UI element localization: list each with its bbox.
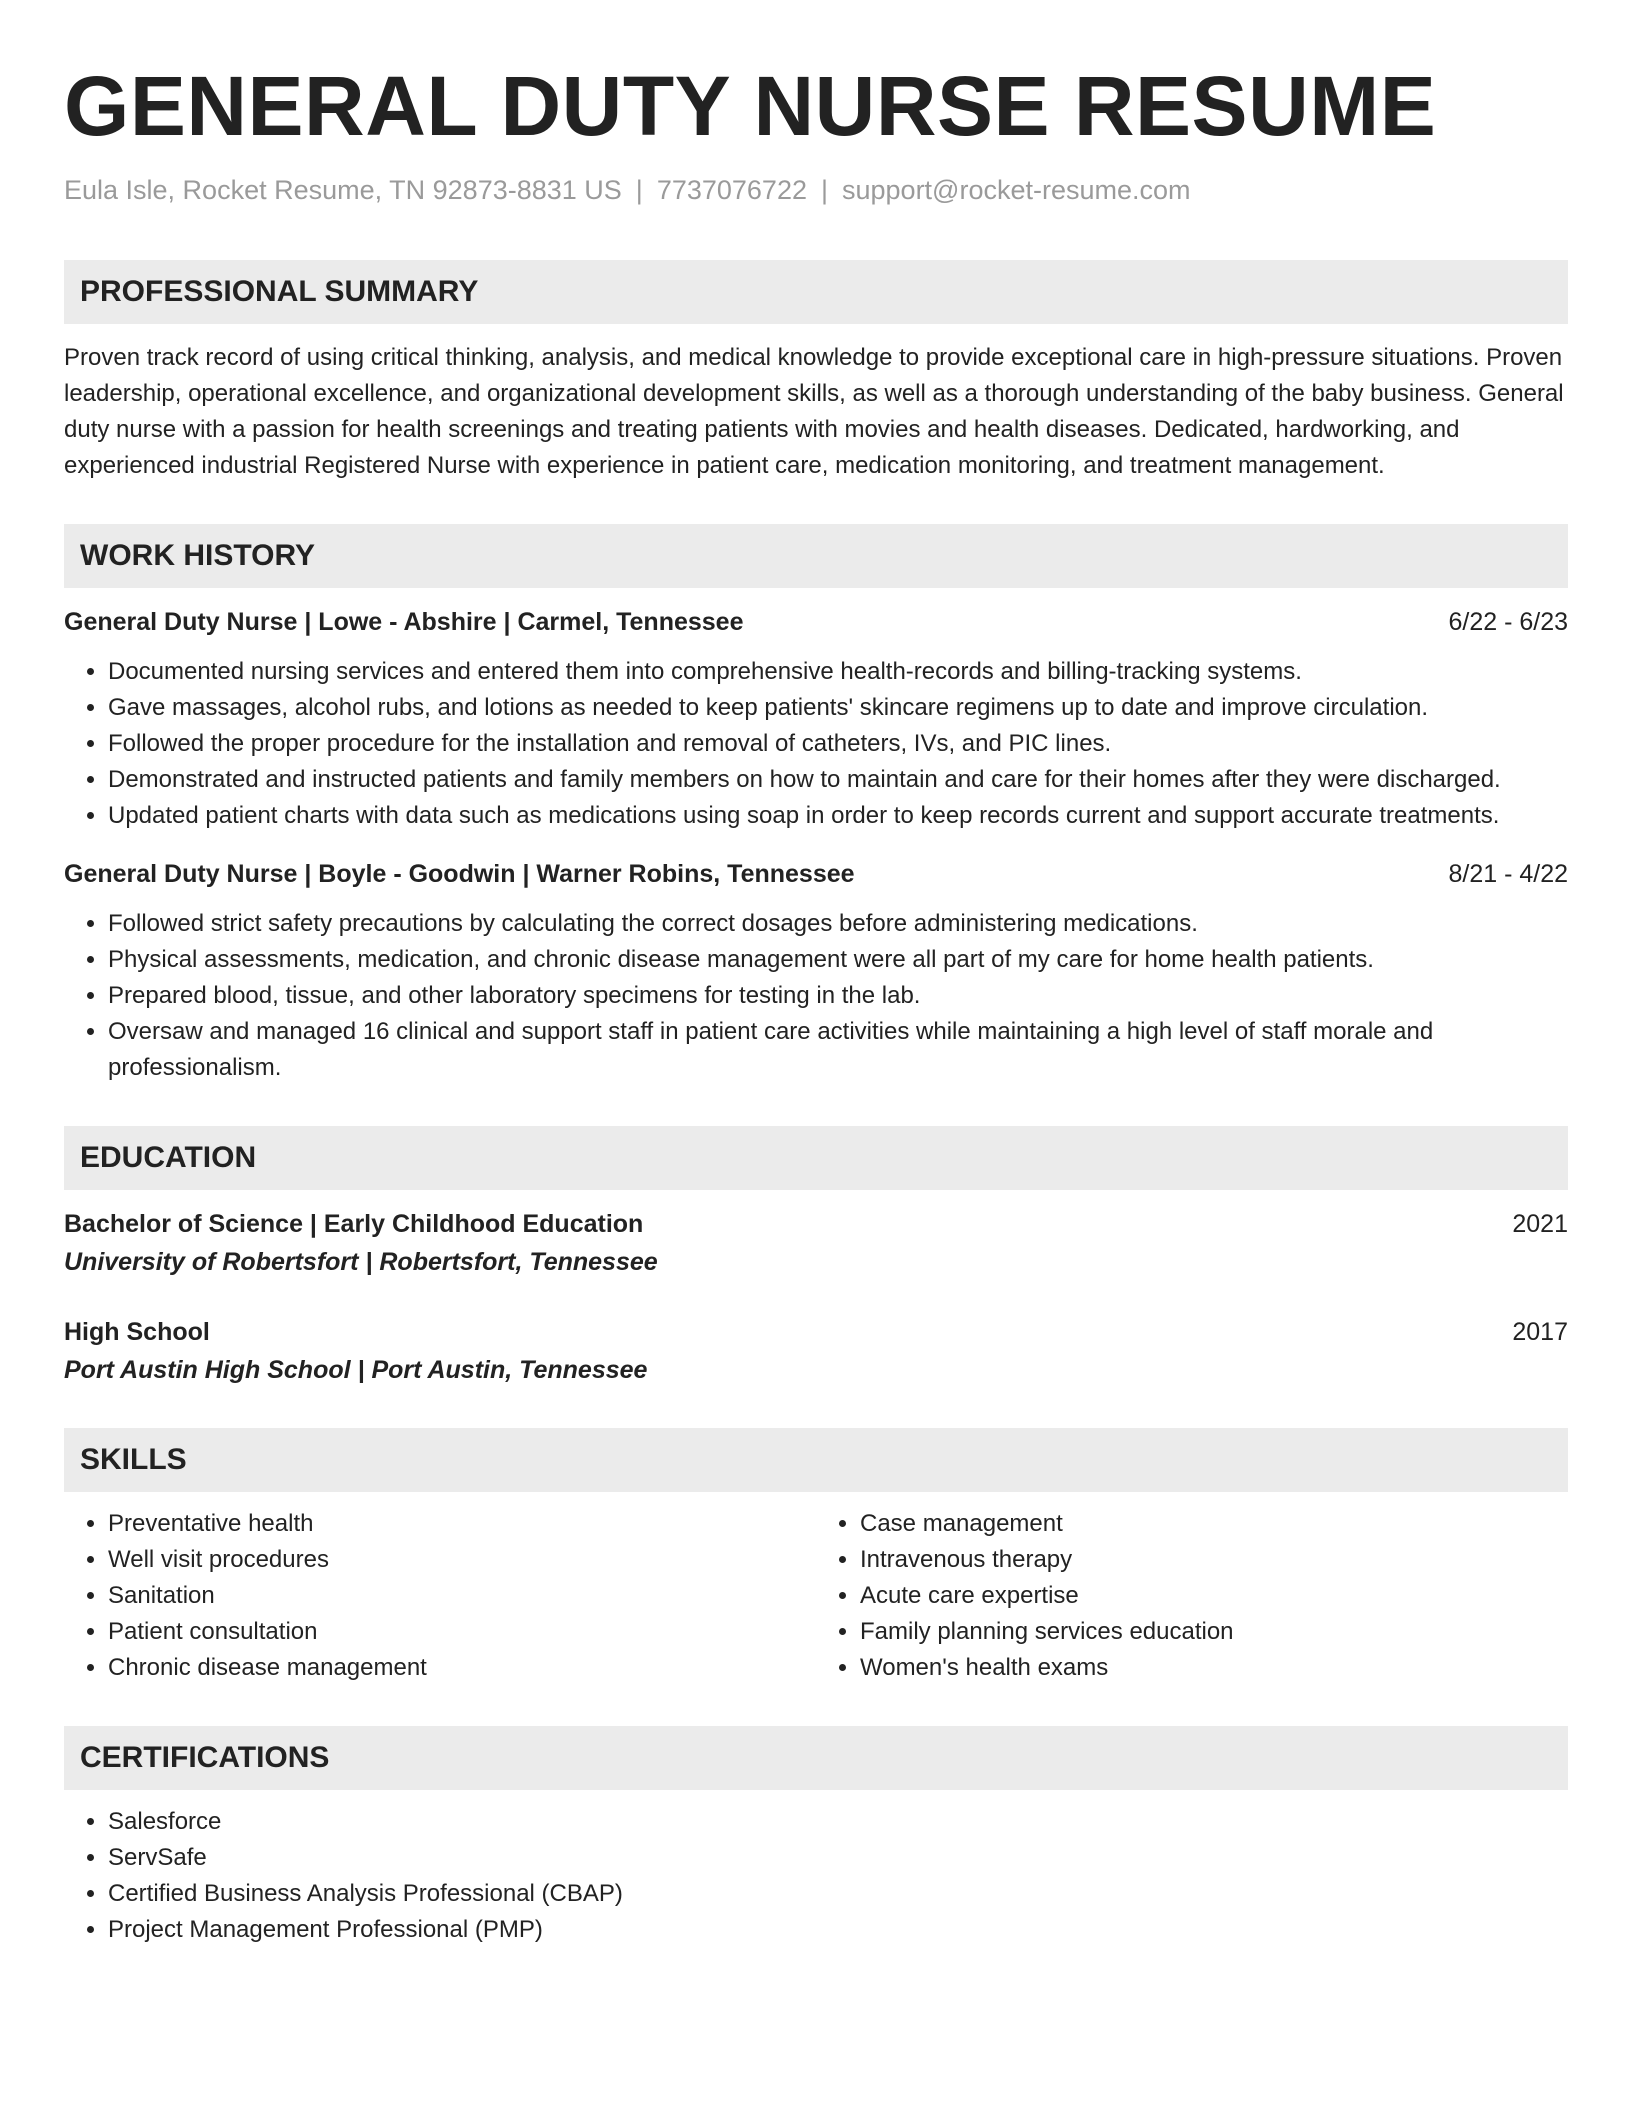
section-heading-summary: PROFESSIONAL SUMMARY <box>64 260 1568 324</box>
skills-column-left <box>64 1506 816 1686</box>
job-bullets <box>64 654 1568 834</box>
education-school: University of Robertsfort | Robertsfort, Tennessee <box>64 1248 658 1276</box>
contact-email: support@rocket-resume.com <box>842 175 1191 205</box>
skill-item: • Patient consultation <box>108 1614 816 1650</box>
certifications-list <box>64 1804 1568 1948</box>
job-title: General Duty Nurse | Lowe - Abshire | Carmel, Tennessee <box>64 608 744 636</box>
job-entry <box>64 604 1568 834</box>
education-year: 2017 <box>1512 1318 1568 1346</box>
section-heading-education: EDUCATION <box>64 1126 1568 1190</box>
skill-item: • Well visit procedures <box>108 1542 816 1578</box>
job-bullets <box>64 906 1568 1086</box>
certification-item: • Certified Business Analysis Professional (CBAP) <box>108 1876 1568 1912</box>
section-heading-certifications: CERTIFICATIONS <box>64 1726 1568 1790</box>
resume-title: GENERAL DUTY NURSE RESUME <box>64 59 1437 153</box>
education-header <box>64 1206 1568 1242</box>
summary-text: Proven track record of using critical thinking, analysis, and medical knowledge to provide exceptional care in high-pressure situations. Proven leadership, operational excellence, and organizational development skills, as well as a thorough understanding of the baby business. General duty nurse with a passion for health screenings and treating patients with movies and health diseases. Dedicated, hardworking, and experienced industrial Registered Nurse with experience in patient care, medication monitoring, and treatment management. <box>64 344 1564 479</box>
skills-grid <box>64 1506 1568 1686</box>
certification-item: • Project Management Professional (PMP) <box>108 1912 1568 1948</box>
skill-item: • Women's health exams <box>860 1650 1568 1686</box>
contact-separator: | <box>820 175 828 205</box>
job-bullet: • Followed the proper procedure for the installation and removal of catheters, IVs, and PIC lines. <box>108 726 1568 762</box>
job-dates: 8/21 - 4/22 <box>1448 860 1568 888</box>
contact-phone: 7737076722 <box>656 175 807 205</box>
contact-separator: | <box>635 175 643 205</box>
section-heading-work-history: WORK HISTORY <box>64 524 1568 588</box>
job-header <box>64 604 1568 640</box>
education-year: 2021 <box>1512 1210 1568 1238</box>
job-bullet: • Oversaw and managed 16 clinical and support staff in patient care activities while maintaining a high level of staff morale and professionalism. <box>108 1014 1568 1086</box>
skill-item: • Acute care expertise <box>860 1578 1568 1614</box>
job-bullet: • Followed strict safety precautions by calculating the correct dosages before administering medications. <box>108 906 1568 942</box>
skill-item: • Chronic disease management <box>108 1650 816 1686</box>
contact-line <box>64 172 1568 208</box>
education-entry <box>64 1314 1568 1388</box>
education-school: Port Austin High School | Port Austin, Tennessee <box>64 1356 648 1384</box>
job-bullet: • Prepared blood, tissue, and other laboratory specimens for testing in the lab. <box>108 978 1568 1014</box>
education-degree: Bachelor of Science | Early Childhood Education <box>64 1210 644 1238</box>
section-heading-skills: SKILLS <box>64 1428 1568 1492</box>
job-bullet: • Updated patient charts with data such as medications using soap in order to keep records current and support accurate treatments. <box>108 798 1568 834</box>
skill-item: • Family planning services education <box>860 1614 1568 1650</box>
education-entry <box>64 1206 1568 1280</box>
certification-item: • ServSafe <box>108 1840 1568 1876</box>
job-bullet: • Physical assessments, medication, and chronic disease management were all part of my care for home health patients. <box>108 942 1568 978</box>
job-dates: 6/22 - 6/23 <box>1448 608 1568 636</box>
contact-address: Eula Isle, Rocket Resume, TN 92873-8831 US <box>64 175 622 205</box>
skill-item: • Preventative health <box>108 1506 816 1542</box>
skill-item: • Sanitation <box>108 1578 816 1614</box>
skills-column-right <box>816 1506 1568 1686</box>
education-degree: High School <box>64 1318 210 1346</box>
job-title: General Duty Nurse | Boyle - Goodwin | Warner Robins, Tennessee <box>64 860 855 888</box>
skill-item: • Intravenous therapy <box>860 1542 1568 1578</box>
job-entry <box>64 856 1568 1086</box>
certification-item: • Salesforce <box>108 1804 1568 1840</box>
education-header <box>64 1314 1568 1350</box>
job-bullet: • Documented nursing services and entered them into comprehensive health-records and billing-tracking systems. <box>108 654 1568 690</box>
skill-item: • Case management <box>860 1506 1568 1542</box>
job-bullet: • Gave massages, alcohol rubs, and lotions as needed to keep patients' skincare regimens up to date and improve circulation. <box>108 690 1568 726</box>
job-bullet: • Demonstrated and instructed patients and family members on how to maintain and care for their homes after they were discharged. <box>108 762 1568 798</box>
job-header <box>64 856 1568 892</box>
